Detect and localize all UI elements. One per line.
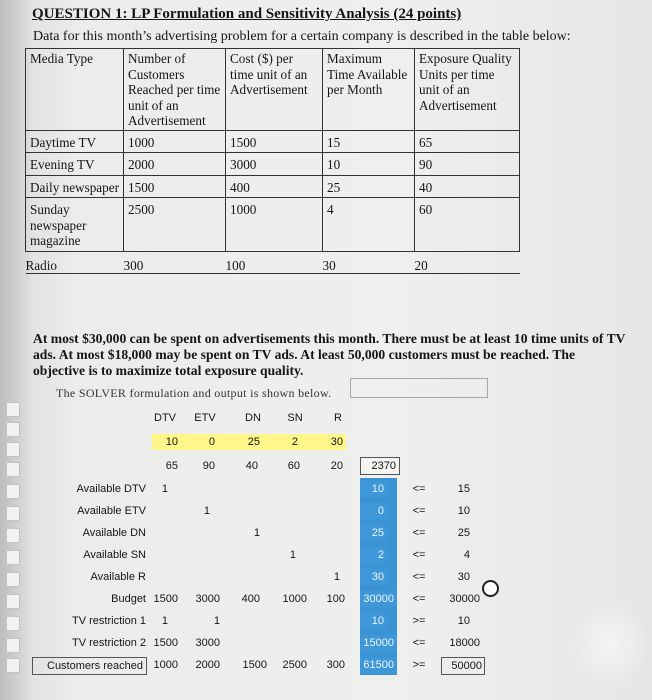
constraint-rhs: 4 bbox=[463, 549, 470, 561]
intro-text: Data for this month’s advertising problem for a certain company is described in the table below: bbox=[33, 29, 571, 44]
constraint-label: Available ETV bbox=[77, 505, 146, 517]
checkbox[interactable] bbox=[6, 484, 20, 499]
constraint-rhs: 30000 bbox=[449, 593, 480, 605]
objective-value[interactable]: 2370 bbox=[360, 457, 400, 475]
constraint-rhs: 10 bbox=[457, 615, 470, 627]
media-table-header bbox=[26, 49, 520, 131]
cell: Daily newspaper bbox=[26, 175, 124, 198]
constraint-coef: 1 bbox=[161, 483, 168, 495]
constraint-coef: 2500 bbox=[282, 659, 307, 671]
objective-coef: 90 bbox=[202, 460, 215, 472]
var-value-r[interactable]: 30 bbox=[301, 434, 346, 450]
constraint-rhs: 10 bbox=[457, 505, 470, 517]
constraint-lhs[interactable]: 15000 bbox=[360, 635, 397, 651]
var-value-etv[interactable]: 0 bbox=[181, 434, 218, 450]
checkbox[interactable] bbox=[6, 638, 20, 653]
constraint-label: TV restriction 1 bbox=[72, 615, 146, 627]
checkbox[interactable] bbox=[6, 572, 20, 587]
constraint-sign: <= bbox=[412, 571, 426, 583]
cell: 40 bbox=[415, 175, 520, 198]
cell: 20 bbox=[415, 251, 520, 274]
cell: 1500 bbox=[226, 130, 323, 153]
cell: 100 bbox=[226, 251, 323, 274]
cell: 1500 bbox=[124, 175, 226, 198]
cell: Daytime TV bbox=[26, 130, 124, 153]
cell: 60 bbox=[415, 198, 520, 252]
constraint-lhs[interactable]: 25 bbox=[360, 525, 387, 541]
cell: Sunday newspaper magazine bbox=[26, 198, 124, 252]
constraint-lhs[interactable]: 0 bbox=[360, 503, 387, 519]
cell: 4 bbox=[323, 198, 415, 252]
checkbox[interactable] bbox=[6, 616, 20, 631]
var-value-dn[interactable]: 25 bbox=[218, 434, 263, 450]
cell: 2500 bbox=[124, 198, 226, 252]
cell: 300 bbox=[124, 251, 226, 274]
var-name-dtv: DTV bbox=[154, 412, 176, 424]
cell: 15 bbox=[323, 130, 415, 153]
question-heading: QUESTION 1: LP Formulation and Sensitivity Analysis (24 points) bbox=[32, 6, 462, 22]
constraint-rhs: 15 bbox=[457, 483, 470, 495]
constraint-rhs: 30 bbox=[457, 571, 470, 583]
constraint-rhs: 18000 bbox=[449, 637, 480, 649]
constraint-coef: 100 bbox=[326, 593, 345, 605]
constraint-coef: 3000 bbox=[195, 593, 220, 605]
photo-glare bbox=[570, 600, 650, 690]
cell: 1000 bbox=[226, 198, 323, 252]
checkbox[interactable] bbox=[6, 442, 20, 457]
cell: 1000 bbox=[124, 130, 226, 153]
constraint-lhs[interactable]: 10 bbox=[360, 613, 387, 629]
constraint-lhs[interactable]: 30 bbox=[360, 569, 387, 585]
constraint-coef: 400 bbox=[241, 593, 260, 605]
table-row bbox=[26, 130, 520, 153]
checkbox[interactable] bbox=[6, 506, 20, 521]
table-row bbox=[26, 175, 520, 198]
constraint-lhs[interactable]: 30000 bbox=[360, 591, 397, 607]
constraint-sign: <= bbox=[412, 483, 426, 495]
constraint-coef: 1 bbox=[213, 615, 220, 627]
constraint-coef: 1 bbox=[253, 527, 260, 539]
constraint-label: Budget bbox=[111, 593, 146, 605]
var-value-sn[interactable]: 2 bbox=[263, 434, 301, 450]
cell: Evening TV bbox=[26, 153, 124, 176]
header-max-time: Maximum Time Available per Month bbox=[323, 49, 415, 131]
constraint-label: Available R bbox=[90, 571, 146, 583]
constraint-label: TV restriction 2 bbox=[72, 637, 146, 649]
constraint-lhs[interactable]: 61500 bbox=[360, 657, 397, 673]
var-name-etv: ETV bbox=[194, 412, 216, 424]
description-line: ads. At most $18,000 may be spent on TV ads. At least 50,000 customers must be reached. The bbox=[33, 347, 576, 362]
checkbox[interactable] bbox=[6, 462, 20, 477]
cell: 65 bbox=[415, 130, 520, 153]
cell: 3000 bbox=[226, 153, 323, 176]
var-name-sn: SN bbox=[287, 412, 303, 424]
constraint-coef: 2000 bbox=[195, 659, 220, 671]
constraint-lhs[interactable]: 10 bbox=[360, 481, 387, 497]
constraint-label: Available DN bbox=[82, 527, 146, 539]
cell: 10 bbox=[323, 153, 415, 176]
header-media-type: Media Type bbox=[26, 49, 124, 131]
checkbox[interactable] bbox=[6, 422, 20, 437]
var-name-r: R bbox=[334, 412, 342, 424]
constraint-coef: 1500 bbox=[153, 637, 178, 649]
checkbox[interactable] bbox=[6, 528, 20, 543]
constraint-coef: 1 bbox=[203, 505, 210, 517]
objective-coef: 20 bbox=[330, 460, 343, 472]
constraint-coef: 300 bbox=[326, 659, 345, 671]
constraint-coef: 1 bbox=[289, 549, 296, 561]
header-cost: Cost ($) per time unit of an Advertisement bbox=[226, 49, 323, 131]
constraint-sign: <= bbox=[412, 549, 426, 561]
constraint-lhs[interactable]: 2 bbox=[360, 547, 387, 563]
faint-cell-outline bbox=[350, 378, 488, 398]
checkbox[interactable] bbox=[6, 402, 20, 417]
checkbox[interactable] bbox=[6, 594, 20, 609]
objective-coef: 60 bbox=[287, 460, 300, 472]
table-row bbox=[26, 251, 520, 274]
constraint-sign: <= bbox=[412, 593, 426, 605]
constraint-coef: 1500 bbox=[242, 659, 267, 671]
constraint-label: Available DTV bbox=[76, 483, 146, 495]
constraint-coef: 1 bbox=[161, 615, 168, 627]
constraint-sign: <= bbox=[412, 527, 426, 539]
cell: 400 bbox=[226, 175, 323, 198]
constraint-coef: 1000 bbox=[153, 659, 178, 671]
constraint-coef: 1000 bbox=[282, 593, 307, 605]
constraint-sign: <= bbox=[412, 637, 426, 649]
table-row bbox=[26, 153, 520, 176]
var-name-dn: DN bbox=[245, 412, 261, 424]
constraint-coef: 3000 bbox=[195, 637, 220, 649]
description-line: objective is to maximize total exposure quality. bbox=[33, 363, 304, 378]
cell: 90 bbox=[415, 153, 520, 176]
constraint-coef: 1 bbox=[333, 571, 340, 583]
description-line: At most $30,000 can be spent on advertisements this month. There must be at least 10 time units of TV bbox=[33, 331, 626, 346]
checkbox[interactable] bbox=[6, 658, 20, 673]
constraint-label: Customers reached bbox=[32, 657, 147, 675]
selection-handle[interactable] bbox=[482, 580, 499, 597]
cell: 2000 bbox=[124, 153, 226, 176]
cell: Radio bbox=[26, 251, 124, 274]
constraint-rhs: 25 bbox=[457, 527, 470, 539]
constraint-label: Available SN bbox=[83, 549, 146, 561]
constraint-sign: >= bbox=[412, 615, 426, 627]
solver-caption: The SOLVER formulation and output is shown below. bbox=[56, 386, 332, 400]
constraint-rhs: 50000 bbox=[441, 657, 485, 675]
media-table bbox=[25, 48, 520, 274]
objective-coef: 65 bbox=[165, 460, 178, 472]
constraint-sign: <= bbox=[412, 505, 426, 517]
checkbox[interactable] bbox=[6, 550, 20, 565]
header-customers: Number of Customers Reached per time unit of an Advertisement bbox=[124, 49, 226, 131]
constraint-sign: >= bbox=[412, 659, 426, 671]
cell: 25 bbox=[323, 175, 415, 198]
table-row bbox=[26, 198, 520, 252]
var-value-dtv[interactable]: 10 bbox=[152, 434, 181, 450]
problem-description bbox=[33, 331, 648, 379]
header-exposure: Exposure Quality Units per time unit of an Advertisement bbox=[415, 49, 520, 131]
constraint-coef: 1500 bbox=[153, 593, 178, 605]
objective-coef: 40 bbox=[245, 460, 258, 472]
cell: 30 bbox=[323, 251, 415, 274]
